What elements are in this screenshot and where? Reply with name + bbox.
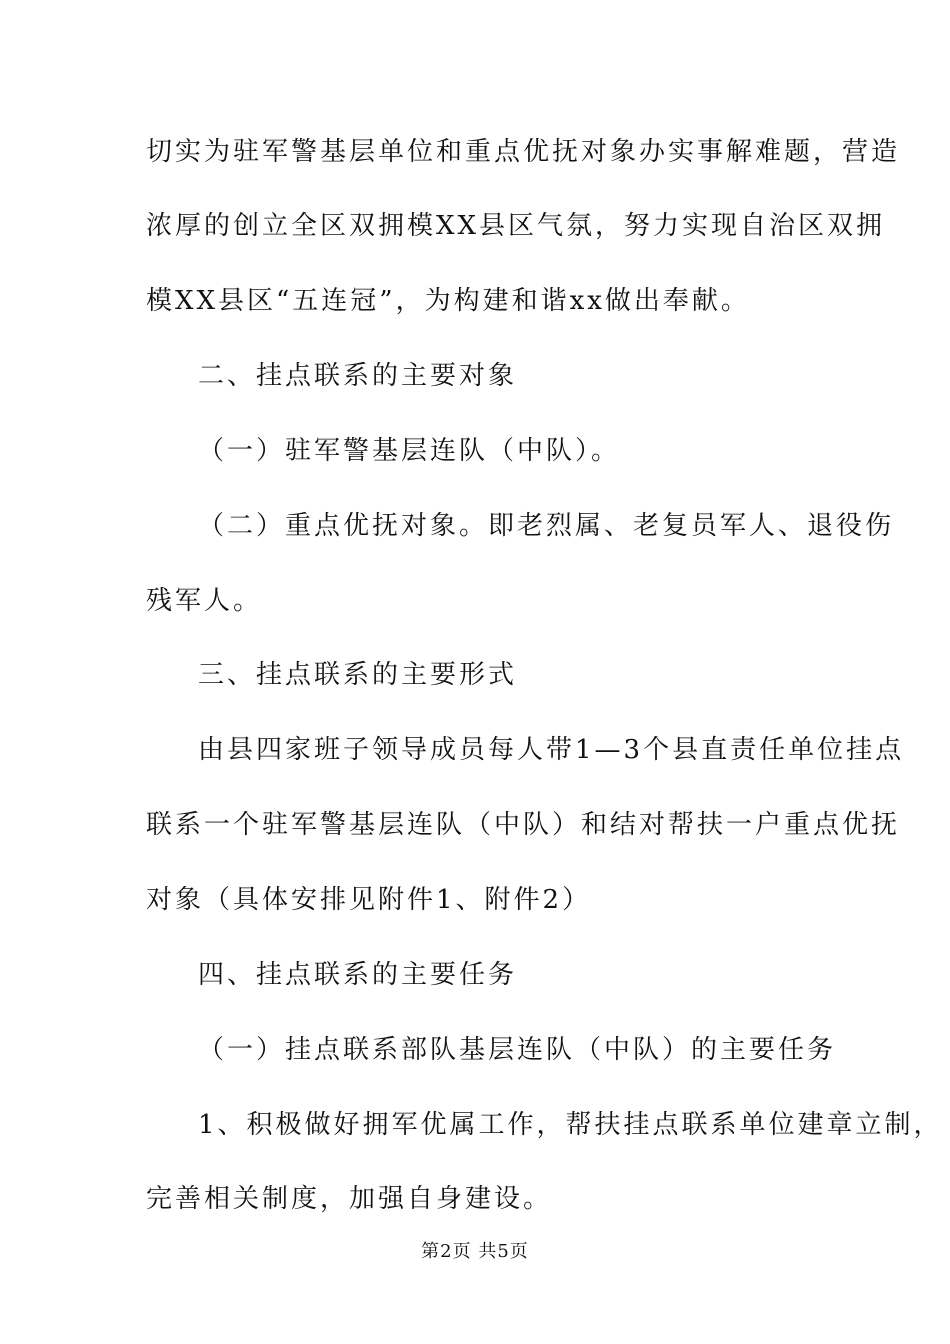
body-line-2: 浓厚的创立全区双拥模XX县区气氛，努力实现自治区双拥 bbox=[146, 211, 886, 241]
list-item-2: （二）重点优抚对象。即老烈属、老复员军人、退役伤 bbox=[198, 511, 895, 541]
page-number-footer: 第2页 共5页 bbox=[421, 1241, 529, 1262]
body-paragraph-line-3: 对象（具体安排见附件1、附件2） bbox=[146, 885, 592, 915]
subsection-heading: （一）挂点联系部队基层连队（中队）的主要任务 bbox=[198, 1035, 837, 1065]
section-heading-2: 二、挂点联系的主要对象 bbox=[198, 361, 518, 391]
task-item-1-continuation: 完善相关制度，加强自身建设。 bbox=[146, 1184, 553, 1214]
body-paragraph-line-1: 由县四家班子领导成员每人带1—3个县直责任单位挂点 bbox=[198, 735, 905, 765]
task-item-1: 1、积极做好拥军优属工作，帮扶挂点联系单位建章立制， bbox=[198, 1110, 943, 1140]
body-paragraph-line-2: 联系一个驻军警基层连队（中队）和结对帮扶一户重点优抚 bbox=[146, 810, 901, 840]
section-heading-3: 三、挂点联系的主要形式 bbox=[198, 660, 518, 690]
body-line-3: 模XX县区“五连冠”，为构建和谐xx做出奉献。 bbox=[146, 286, 750, 316]
body-line-1: 切实为驻军警基层单位和重点优抚对象办实事解难题，营造 bbox=[146, 137, 901, 167]
list-item-2-continuation: 残军人。 bbox=[146, 586, 263, 616]
section-heading-4: 四、挂点联系的主要任务 bbox=[198, 960, 518, 990]
list-item-1: （一）驻军警基层连队（中队）。 bbox=[198, 436, 621, 466]
